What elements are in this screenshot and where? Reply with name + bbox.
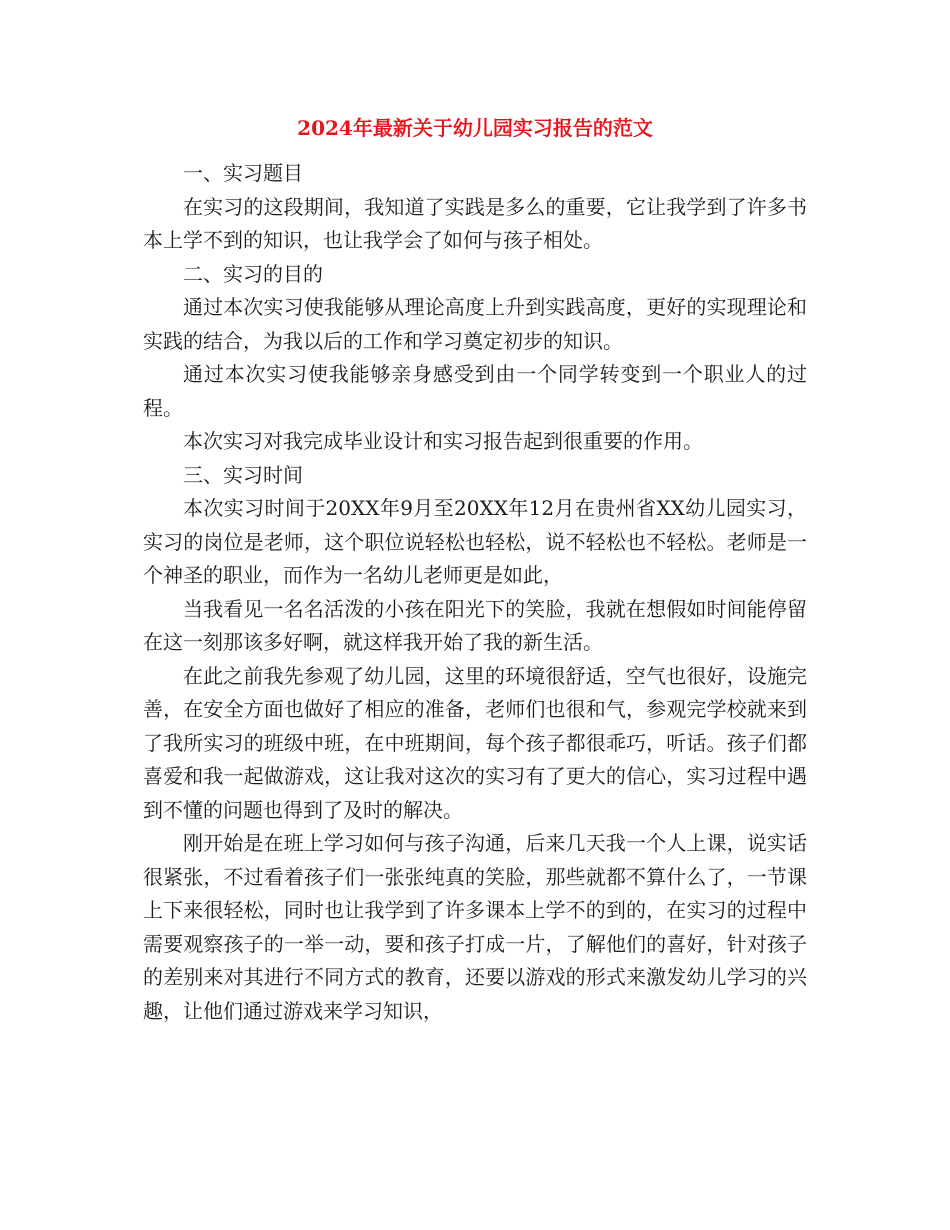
paragraph: 通过本次实习使我能够亲身感受到由一个同学转变到一个职业人的过程。 [143, 362, 807, 420]
section-heading-topic: 一、实习题目 [183, 161, 303, 185]
paragraph: 本次实习对我完成毕业设计和实习报告起到很重要的作用。 [183, 429, 703, 453]
section-heading-purpose: 二、实习的目的 [183, 261, 323, 286]
paragraph: 刚开始是在班上学习如何与孩子沟通，后来几天我一个人上课，说实话很紧张，不过看着孩子们一张张纯真的笑脸，那些就都不算什么了，一节课上下来很轻松，同时也让我学到了许多课本上学不的到的，在实习的过程中需要观察孩子的一举一动，要和孩子打成一片，了解他们的喜好，针对孩子的差别来对其进行不同方式的教育，还要以游戏的形式来激发幼儿学习的兴趣，让他们通过游戏来学习知识， [143, 831, 807, 1023]
paragraph: 通过本次实习使我能够从理论高度上升到实践高度，更好的实现理论和实践的结合，为我以后的工作和学习奠定初步的知识。 [143, 295, 807, 353]
paragraph: 在实习的这段期间，我知道了实践是多么的重要，它让我学到了许多书本上学不到的知识，也让我学会了如何与孩子相处。 [143, 194, 807, 252]
document-title: 2024年最新关于幼儿园实习报告的范文 [297, 116, 653, 140]
paragraph: 本次实习时间于20XX年9月至20XX年12月在贵州省XX幼儿园实习，实习的岗位是老师，这个职位说轻松也轻松，说不轻松也不轻松。老师是一个神圣的职业，而作为一名幼儿老师更是如此， [143, 496, 807, 587]
section-heading-time: 三、实习时间 [183, 462, 303, 487]
document-body [143, 157, 807, 1028]
paragraph: 当我看见一名名活泼的小孩在阳光下的笑脸，我就在想假如时间能停留在这一刻那该多好啊，就这样我开始了我的新生活。 [143, 596, 807, 654]
paragraph: 在此之前我先参观了幼儿园，这里的环境很舒适，空气也很好，设施完善，在安全方面也做好了相应的准备，老师们也很和气，参观完学校就来到了我所实习的班级中班，在中班期间，每个孩子都很乖巧，听话。孩子们都喜爱和我一起做游戏，这让我对这次的实习有了更大的信心，实习过程中遇到不懂的问题也得到了及时的解决。 [143, 663, 807, 822]
